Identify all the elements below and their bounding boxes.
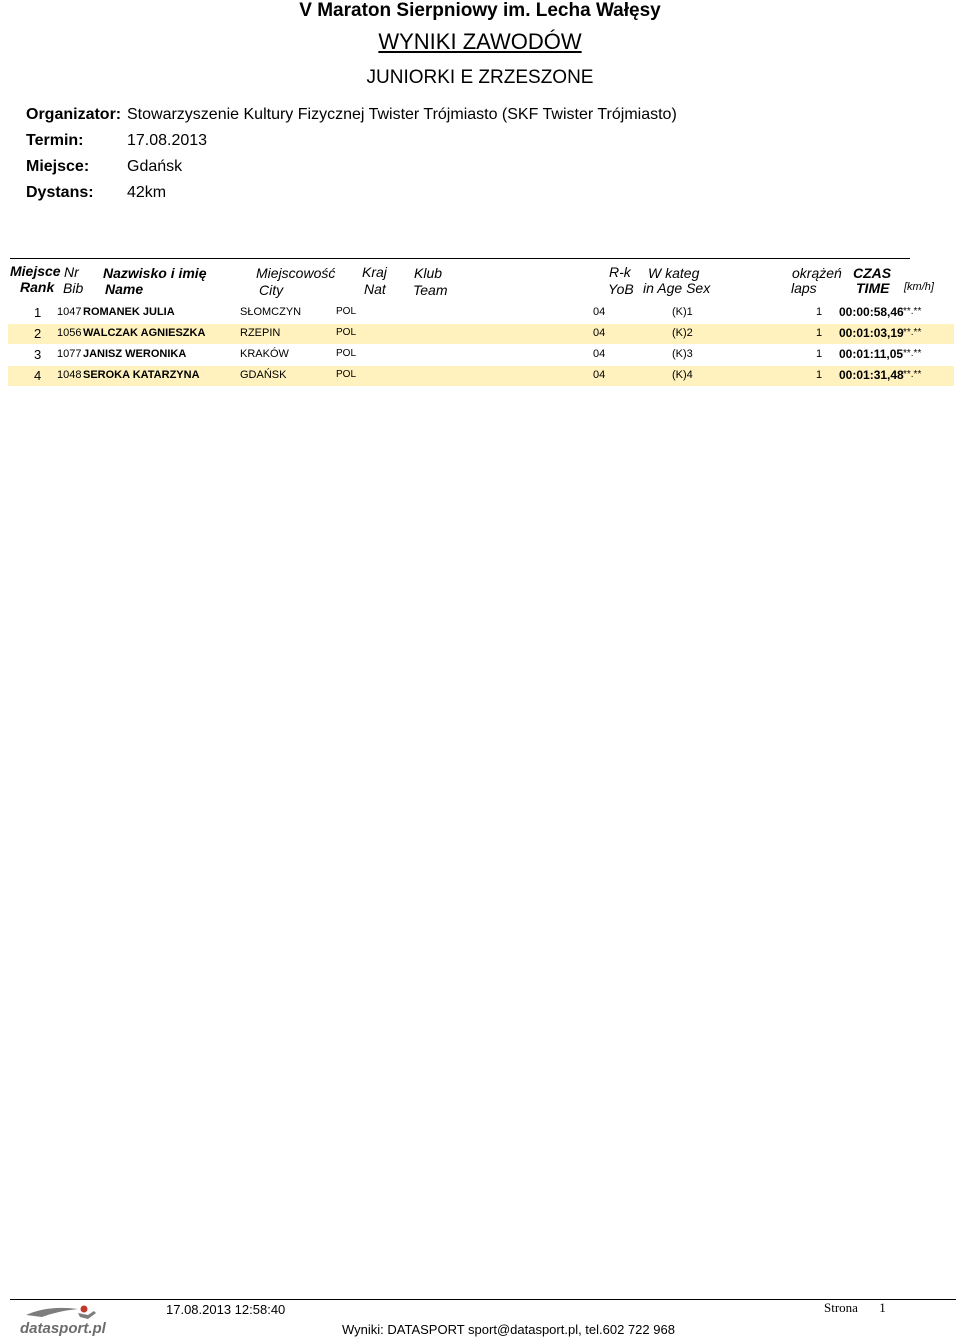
cell-speed: **.**	[903, 327, 922, 338]
col-name-en: Name	[105, 281, 144, 297]
cell-category: (K)4	[672, 369, 693, 381]
cell-time: 00:00:58,46	[839, 305, 904, 319]
event-title: V Maraton Sierpniowy im. Lecha Wałęsy	[299, 0, 661, 21]
table-row	[8, 303, 954, 323]
cell-laps: 1	[816, 369, 823, 381]
logo-runner-icon	[18, 1303, 106, 1337]
organizer-label: Organizator:	[26, 106, 122, 123]
cell-name: JANISZ WERONIKA	[83, 348, 187, 360]
cell-rank: 4	[34, 368, 42, 383]
place-label: Miejsce:	[26, 158, 90, 175]
page-label: Strona	[824, 1300, 858, 1315]
cell-yob: 04	[593, 327, 606, 339]
col-team-pl: Klub	[414, 265, 443, 281]
cell-laps: 1	[816, 327, 823, 339]
date-value: 17.08.2013	[127, 132, 208, 149]
category-heading: JUNIORKI E ZRZESZONE	[366, 67, 594, 88]
cell-rank: 2	[34, 326, 42, 341]
cell-category: (K)1	[672, 306, 693, 318]
distance-label: Dystans:	[26, 184, 94, 201]
distance-value: 42km	[127, 184, 167, 201]
cell-category: (K)2	[672, 327, 693, 339]
col-laps-en: laps	[791, 280, 817, 296]
table-row	[8, 324, 954, 344]
table-row	[8, 366, 954, 386]
col-speed: [km/h]	[904, 281, 934, 293]
cell-speed: **.**	[903, 306, 922, 317]
footer-rule	[10, 1299, 956, 1300]
cell-time: 00:01:31,48	[839, 368, 904, 382]
datasport-logo	[18, 1303, 106, 1337]
organizer-value: Stowarzyszenie Kultury Fizycznej Twister Trójmiasto (SKF Twister Trójmiasto)	[127, 106, 677, 123]
col-time-pl: CZAS	[853, 265, 892, 281]
cell-time: 00:01:11,05	[839, 347, 904, 361]
col-yob-pl: R-k	[609, 264, 631, 280]
header-rule	[10, 258, 910, 259]
col-laps-pl: okrążeń	[792, 265, 842, 281]
cell-yob: 04	[593, 369, 606, 381]
page-indicator	[824, 1300, 886, 1316]
cell-speed: **.**	[903, 369, 922, 380]
logo-text: datasport.pl	[20, 1320, 106, 1337]
cell-speed: **.**	[903, 348, 922, 359]
col-nat-en: Nat	[364, 281, 386, 297]
cell-bib: 1047	[57, 306, 82, 318]
cell-nat: POL	[336, 306, 357, 317]
cell-nat: POL	[336, 348, 357, 359]
col-nat-pl: Kraj	[362, 264, 387, 280]
print-timestamp: 17.08.2013 12:58:40	[166, 1302, 286, 1317]
cell-time: 00:01:03,19	[839, 326, 904, 340]
cell-name: WALCZAK AGNIESZKA	[83, 327, 206, 339]
cell-name: SEROKA KATARZYNA	[83, 369, 200, 381]
results-credit: Wyniki: DATASPORT sport@datasport.pl, tel.602 722 968	[342, 1322, 675, 1337]
col-rank-pl: Miejsce	[10, 263, 61, 279]
cell-rank: 1	[34, 305, 42, 320]
cell-laps: 1	[816, 348, 823, 360]
cell-bib: 1077	[57, 348, 82, 360]
col-city-pl: Miejscowość	[256, 265, 336, 281]
col-cat-en: in Age Sex	[643, 280, 711, 296]
col-bib-pl: Nr	[64, 264, 79, 280]
cell-city: RZEPIN	[240, 327, 281, 339]
cell-city: GDAŃSK	[240, 369, 287, 381]
cell-rank: 3	[34, 347, 42, 362]
col-yob-en: YoB	[608, 281, 634, 297]
cell-laps: 1	[816, 306, 823, 318]
col-city-en: City	[259, 282, 284, 298]
page-number: 1	[879, 1300, 886, 1315]
cell-yob: 04	[593, 306, 606, 318]
place-value: Gdańsk	[127, 158, 183, 175]
col-rank-en: Rank	[20, 279, 55, 295]
cell-category: (K)3	[672, 348, 693, 360]
cell-city: SŁOMCZYN	[240, 306, 302, 318]
col-time-en: TIME	[856, 280, 890, 296]
cell-nat: POL	[336, 369, 357, 380]
cell-bib: 1048	[57, 369, 82, 381]
results-heading: WYNIKI ZAWODÓW	[378, 29, 582, 54]
cell-nat: POL	[336, 327, 357, 338]
col-cat-pl: W kateg	[648, 265, 700, 281]
cell-yob: 04	[593, 348, 606, 360]
col-bib-en: Bib	[63, 280, 84, 296]
cell-name: ROMANEK JULIA	[83, 306, 175, 318]
col-team-en: Team	[413, 282, 448, 298]
col-name-pl: Nazwisko i imię	[103, 265, 207, 281]
cell-city: KRAKÓW	[240, 348, 289, 360]
cell-bib: 1056	[57, 327, 82, 339]
table-row	[8, 345, 954, 365]
date-label: Termin:	[26, 132, 84, 149]
